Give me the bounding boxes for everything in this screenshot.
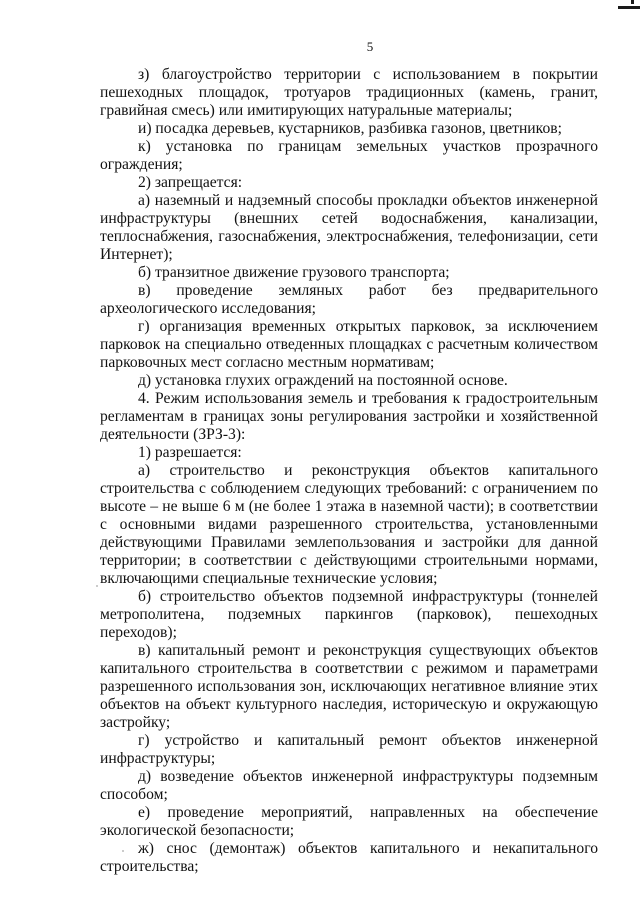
- page-number: 5: [366, 39, 374, 54]
- paragraph-prohibited-g: г) организация временных открытых парковок, за исключением парковок на специально отведенных площадках с расчетным количеством парковочных мест согласно местным нормативам;: [100, 318, 598, 371]
- paragraph-allowed-d: д) возведение объектов инженерной инфраструктуры подземным способом;: [100, 768, 598, 803]
- scan-corner-mark: [618, 6, 640, 9]
- paragraph-allowed-a: а) строительство и реконструкция объектов капитального строительства с соблюдением следующих требований: с ограничением по высоте – не выше 6 м (не более 1 этажа в наземной части); в соответствии с основными видами разрешенного строительства, установленными действующими Правилами землепользования и застройки для данной территории; в соответствии с действующими строительными нормами, включающими специальные технические условия;: [100, 462, 598, 587]
- scan-speck: [96, 585, 98, 587]
- paragraph-prohibited-b: б) транзитное движение грузового транспорта;: [138, 264, 450, 281]
- paragraph-allowed-e: е) проведение мероприятий, направленных на обеспечение экологической безопасности;: [100, 804, 598, 839]
- scan-corner-mark-dot: [631, 0, 634, 4]
- paragraph-allowed-v: в) капитальный ремонт и реконструкция существующих объектов капитального строительства в соответствии с режимом и параметрами разрешенного использования зон, исключающих негативное влияние этих объектов на объект культурного наследия, историческую и окружающую застройку;: [100, 642, 598, 731]
- scan-speck: [122, 850, 124, 852]
- section-4-heading: 4. Режим использования земель и требования к градостроительным регламентам в границах зоны регулирования застройки и хозяйственной деятельности (ЗРЗ-3):: [100, 390, 598, 443]
- paragraph-allowed-heading: 1) разрешается:: [138, 444, 242, 461]
- paragraph-allowed-b: б) строительство объектов подземной инфраструктуры (тоннелей метрополитена, подземных паркингов (парковок), пешеходных переходов);: [100, 588, 598, 641]
- paragraph-prohibited-a: а) наземный и надземный способы прокладки объектов инженерной инфраструктуры (внешних сетей водоснабжения, канализации, теплоснабжения, газоснабжения, электроснабжения, телефонизации, сети Интернет);: [100, 192, 598, 263]
- paragraph-prohibited-v: в) проведение земляных работ без предварительного археологического исследования;: [100, 282, 598, 317]
- paragraph-allowed-g: г) устройство и капитальный ремонт объектов инженерной инфраструктуры;: [100, 732, 598, 767]
- paragraph-item-i: и) посадка деревьев, кустарников, разбивка газонов, цветников;: [138, 120, 562, 137]
- document-body: [100, 66, 598, 876]
- paragraph-prohibited-heading: 2) запрещается:: [138, 174, 243, 191]
- paragraph-prohibited-d: д) установка глухих ограждений на постоянной основе.: [138, 372, 508, 389]
- paragraph-allowed-zh: ж) снос (демонтаж) объектов капитального и некапитального строительства;: [100, 840, 598, 875]
- paragraph-item-k: к) установка по границам земельных участков прозрачного ограждения;: [100, 138, 598, 173]
- paragraph-item-z: з) благоустройство территории с использованием в покрытии пешеходных площадок, тротуаров традиционных (камень, гранит, гравийная смесь) или имитирующих натуральные материалы;: [100, 66, 598, 119]
